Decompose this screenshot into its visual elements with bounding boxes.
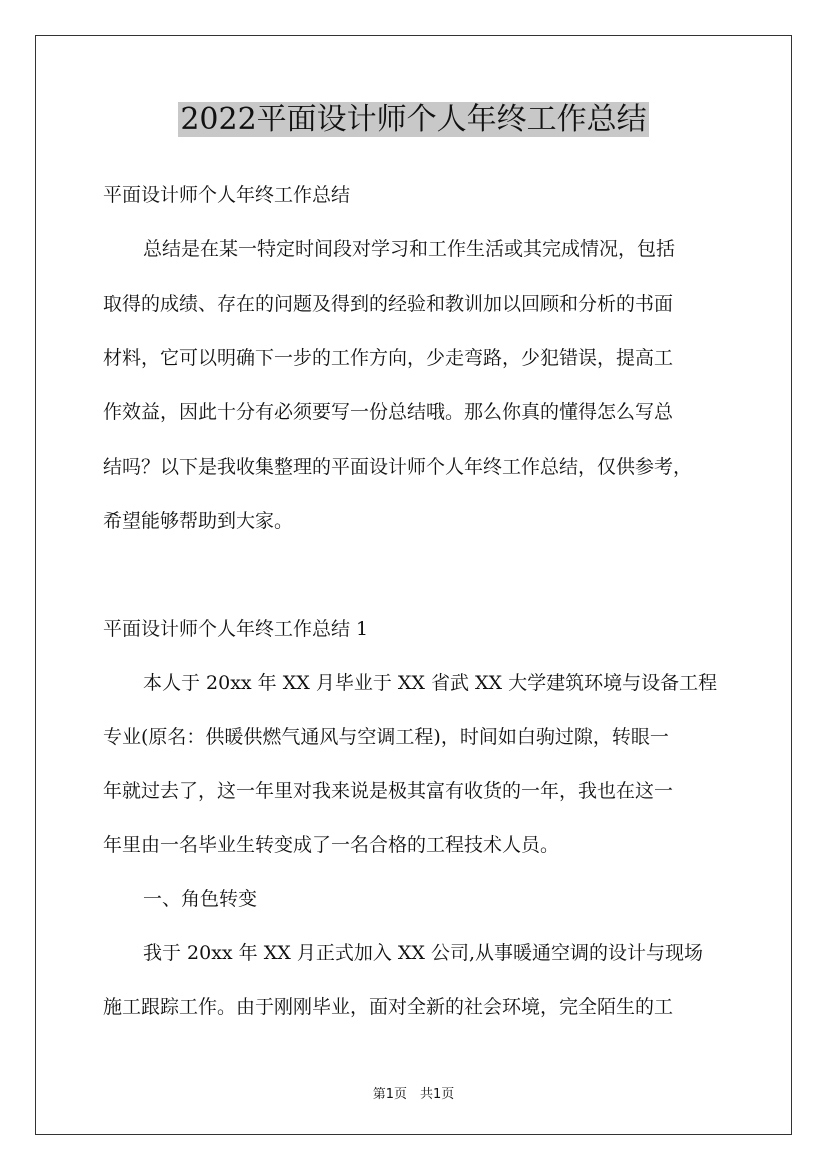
intro-line: 总结是在某一特定时间段对学习和工作生活或其完成情况，包括 (143, 238, 676, 260)
section1-line: 专业(原名：供暖供燃气通风与空调工程)，时间如白驹过隙，转眼一 (103, 726, 669, 748)
section1-line: 本人于 20xx 年 XX 月毕业于 XX 省武 XX 大学建筑环境与设备工程 (143, 672, 718, 694)
intro-line: 结吗？以下是我收集整理的平面设计师个人年终工作总结，仅供参考， (103, 456, 693, 478)
section1-line: 年里由一名毕业生转变成了一名合格的工程技术人员。 (103, 834, 560, 856)
intro-line: 希望能够帮助到大家。 (103, 510, 294, 532)
intro-line: 材料，它可以明确下一步的工作方向，少走弯路，少犯错误，提高工 (103, 347, 674, 369)
document-title (0, 100, 827, 140)
subheading: 一、角色转变 (143, 888, 258, 910)
document-title-text: 2022平面设计师个人年终工作总结 (180, 102, 647, 137)
section2-line: 我于 20xx 年 XX 月正式加入 XX 公司,从事暖通空调的设计与现场 (143, 942, 703, 964)
section2-line: 施工跟踪工作。由于刚刚毕业，面对全新的社会环境，完全陌生的工 (103, 996, 674, 1018)
section-heading: 平面设计师个人年终工作总结 1 (103, 618, 369, 640)
intro-line: 作效益，因此十分有必须要写一份总结哦。那么你真的懂得怎么写总 (103, 401, 674, 423)
intro-line: 取得的成绩、存在的问题及得到的经验和教训加以回顾和分析的书面 (103, 293, 674, 315)
page-footer: 第1页 共1页 (372, 1087, 455, 1102)
document-subtitle: 平面设计师个人年终工作总结 (103, 184, 351, 206)
section1-line: 年就过去了，这一年里对我来说是极其富有收货的一年，我也在这一 (103, 780, 674, 802)
